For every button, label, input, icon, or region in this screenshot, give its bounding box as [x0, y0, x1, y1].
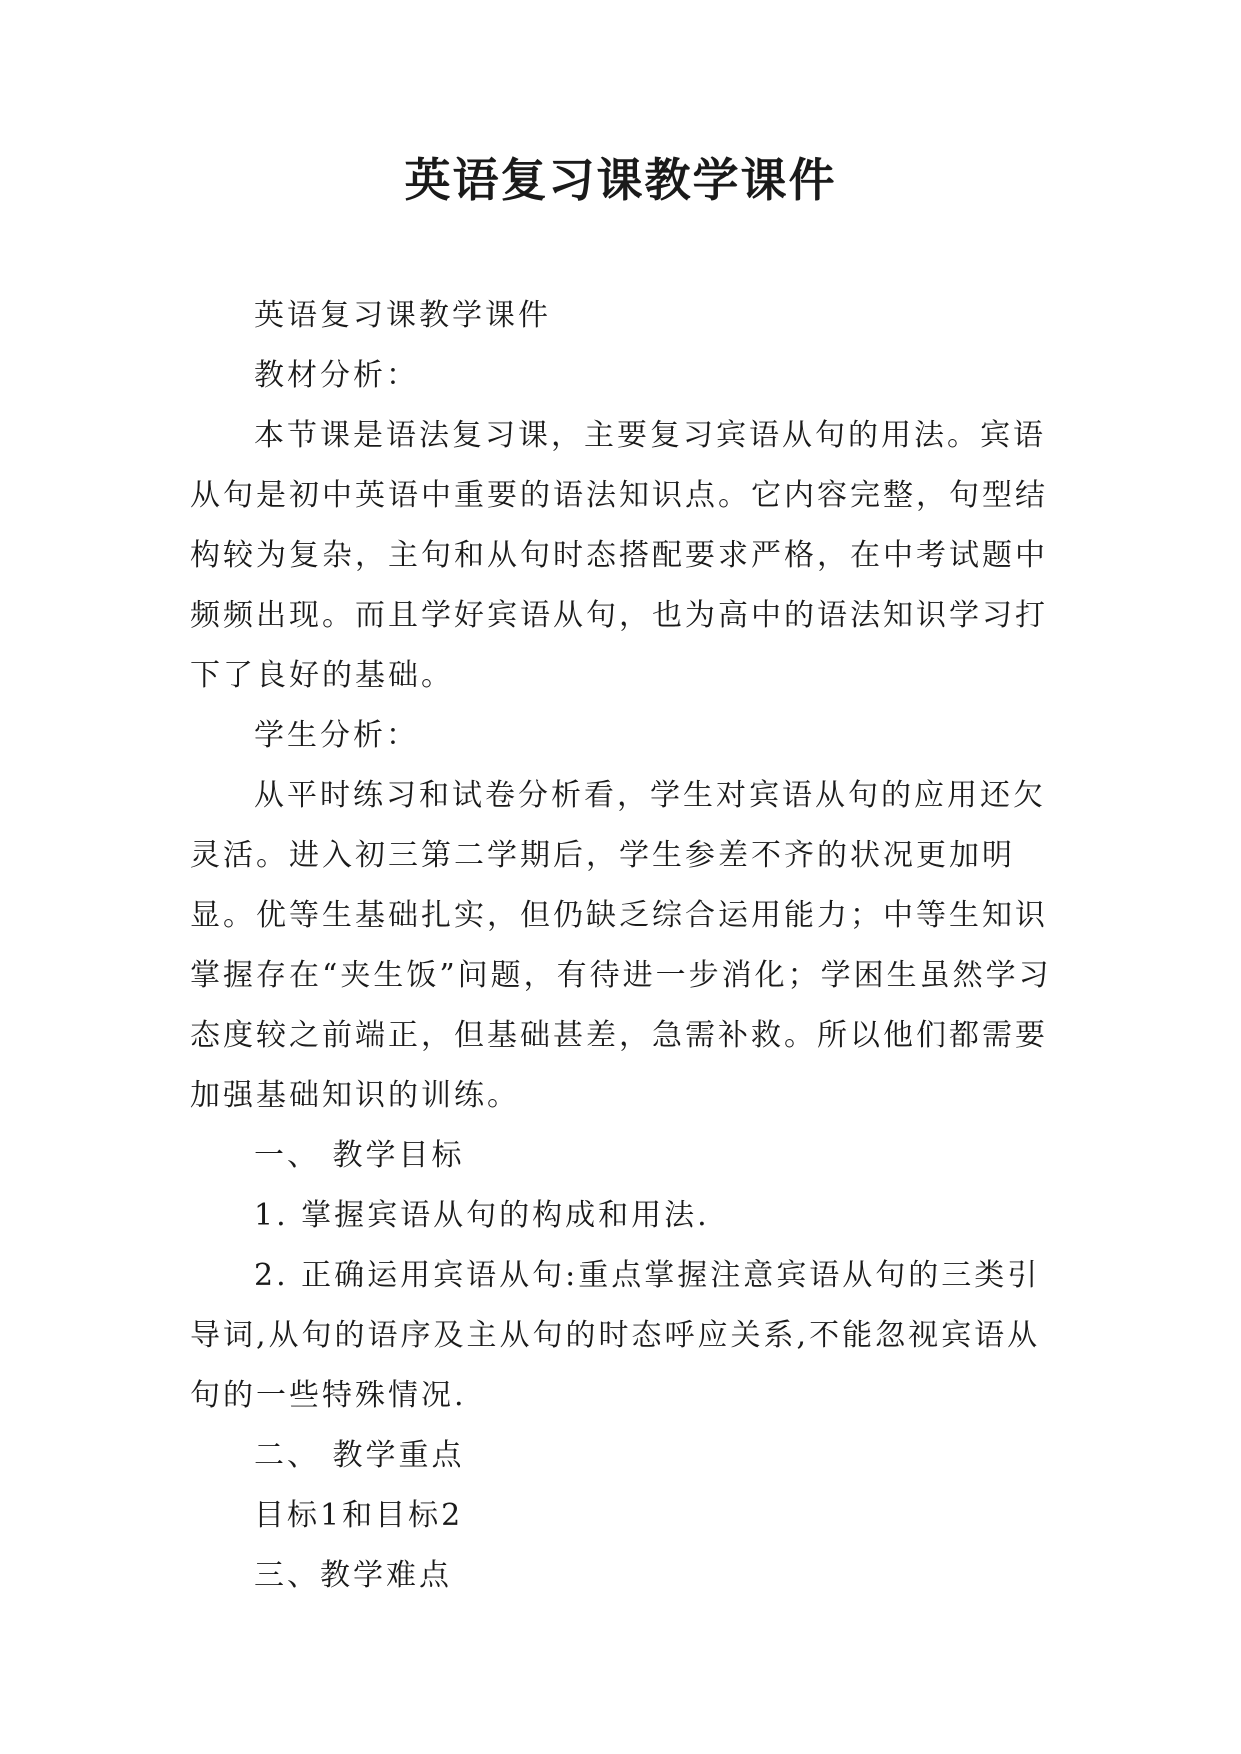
- paragraph-student-analysis: 从平时练习和试卷分析看，学生对宾语从句的应用还欠灵活。进入初三第二学期后，学生参差不齐的状况更加明显。优等生基础扎实，但仍缺乏综合运用能力；中等生知识掌握存在“夹生饭”问题，有待进一步消化；学困生虽然学习态度较之前端正，但基础甚差，急需补救。所以他们都需要加强基础知识的训练。: [190, 778, 1052, 1113]
- section-heading-objectives: 一、 教学目标: [254, 1138, 465, 1173]
- paragraph-key-points: 目标1和目标2: [254, 1498, 464, 1533]
- document-body: [190, 286, 1060, 1606]
- paragraph-student-analysis-label: 学生分析：: [254, 718, 419, 753]
- paragraph-textbook-analysis: 本节课是语法复习课，主要复习宾语从句的用法。宾语从句是初中英语中重要的语法知识点。它内容完整，句型结构较为复杂，主句和从句时态搭配要求严格，在中考试题中频频出现。而且学好宾语从句，也为高中的语法知识学习打下了良好的基础。: [190, 418, 1048, 693]
- paragraph-heading: 英语复习课教学课件: [254, 298, 551, 333]
- section-heading-key-points: 二、 教学重点: [254, 1438, 465, 1473]
- section-heading-difficulties: 三、教学难点: [254, 1558, 452, 1593]
- document-title: 英语复习课教学课件: [404, 153, 837, 207]
- list-item-objective-2: 2. 正确运用宾语从句:重点掌握注意宾语从句的三类引导词,从句的语序及主从句的时态呼应关系,不能忽视宾语从句的一些特殊情况.: [190, 1258, 1041, 1413]
- paragraph-textbook-analysis-label: 教材分析：: [254, 358, 419, 393]
- list-item-objective-1: 1. 掌握宾语从句的构成和用法.: [254, 1198, 710, 1233]
